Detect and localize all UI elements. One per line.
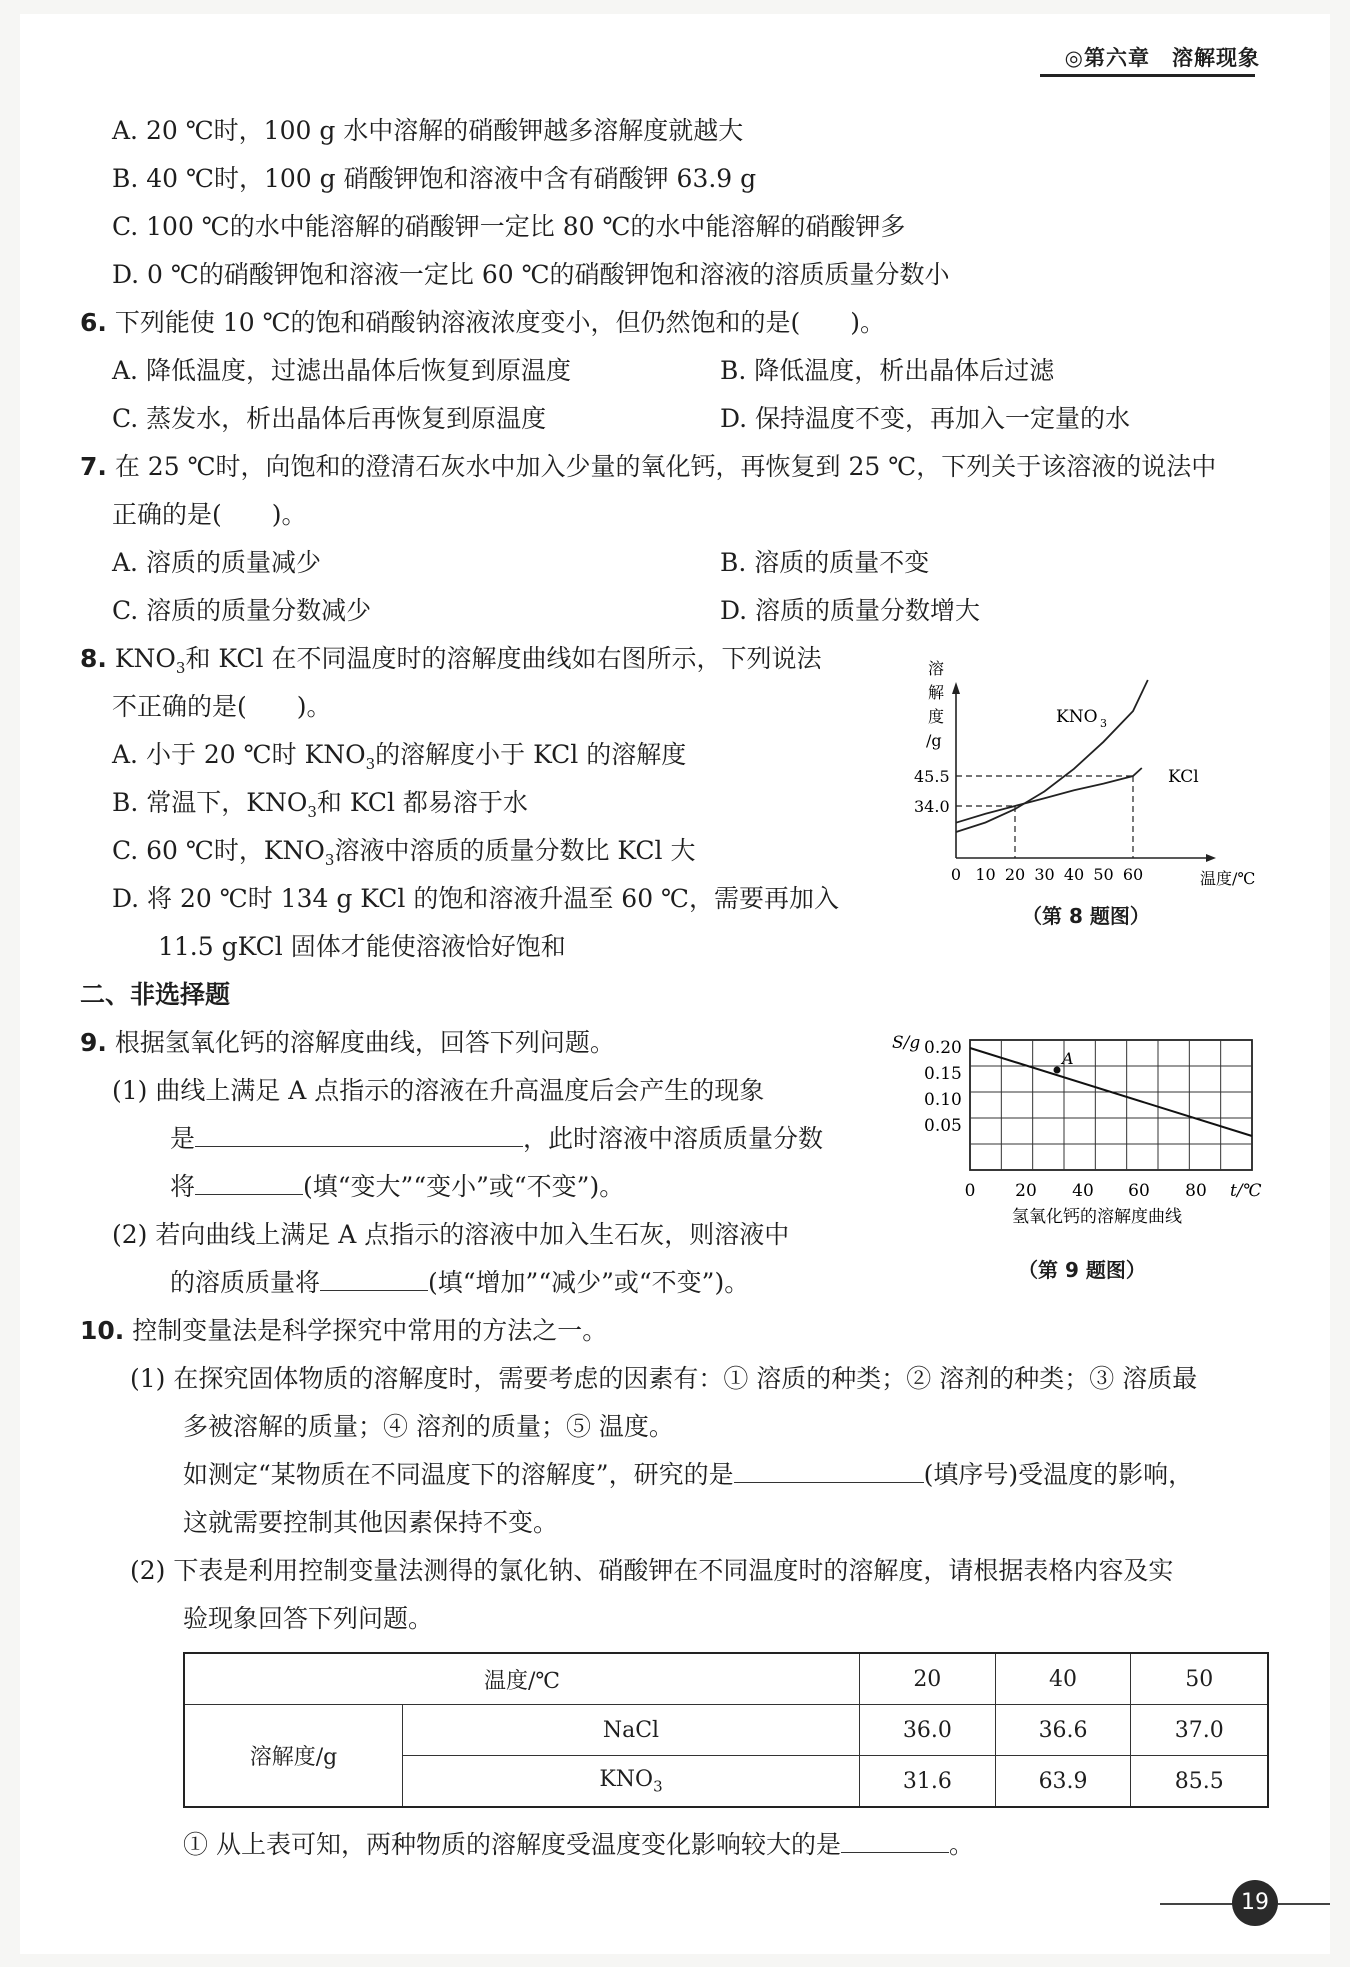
fig8-y-label: /g: [926, 731, 942, 750]
q10-part2-line1: (2) 下表是利用控制变量法测得的氯化钠、硝酸钾在不同温度时的溶解度，请根据表格内容及实: [130, 1556, 1174, 1585]
q8-option-b: [112, 786, 528, 829]
fig8-y-tick: 45.5: [914, 767, 950, 786]
q9-number: 9.: [80, 1028, 107, 1057]
temp-cell: 50: [1131, 1653, 1268, 1705]
q8-option-a-sub: 3: [365, 755, 376, 773]
fig9-labels: [892, 1033, 1262, 1227]
q6-option-b: B. 降低温度，析出晶体后过滤: [720, 356, 1055, 385]
kno3-value: 85.5: [1131, 1756, 1268, 1808]
fig8-x-tick: 60: [1122, 865, 1144, 884]
kno3-label-text: KNO: [599, 1766, 654, 1792]
temp-cell: 40: [995, 1653, 1131, 1705]
q10-part1-line1: (1) 在探究固体物质的溶解度时，需要考虑的因素有：① 溶质的种类；② 溶剂的种类；③ 溶质最: [130, 1364, 1198, 1393]
q7-option-c: C. 溶质的质量分数减少: [112, 596, 372, 625]
q8-option-a-2: 的溶解度小于 KCl 的溶解度: [375, 740, 687, 769]
q8-option-c-2: 溶液中溶质的质量分数比 KCl 大: [334, 836, 696, 865]
nacl-value: 37.0: [1131, 1705, 1268, 1756]
q10-part1-line4: 这就需要控制其他因素保持不变。: [183, 1508, 559, 1537]
q8-kno3-sub: 3: [175, 659, 186, 677]
q7-option-d: D. 溶质的质量分数增大: [720, 596, 981, 625]
q10-sub1: [183, 1828, 974, 1862]
fig9-x-tick: 20: [1015, 1181, 1037, 1201]
page-number-rule-right: [1278, 1903, 1330, 1905]
fig8-x-label: 温度/℃: [1200, 869, 1256, 888]
page-number: 19: [1232, 1880, 1278, 1926]
fig8-y-arrow: [952, 682, 960, 694]
q7-text-2: 正确的是( )。: [112, 500, 307, 529]
q9-part2-line2-a: 的溶质质量将: [170, 1268, 321, 1297]
q7-option-a: A. 溶质的质量减少: [112, 548, 321, 577]
table-row: [184, 1705, 1268, 1756]
nacl-value: 36.6: [995, 1705, 1131, 1756]
q8-option-b-sub: 3: [307, 803, 317, 821]
fig8-x-tick: 30: [1034, 865, 1055, 884]
fig8-x-tick: 40: [1063, 865, 1085, 884]
kno3-curve: [956, 680, 1148, 832]
q8-option-c-1: C. 60 ℃时，KNO: [112, 836, 325, 865]
fig9-frame: [970, 1040, 1252, 1170]
fig8-labels: [914, 659, 1255, 888]
kno3-label-sub: 3: [653, 1777, 663, 1796]
fig9-x-tick: 60: [1128, 1181, 1150, 1201]
temp-cell: 20: [859, 1653, 995, 1705]
fig8-y-label: 解: [928, 683, 945, 702]
q9-part1-line3-b: (填“变大”“变小”或“不变”)。: [303, 1172, 625, 1201]
kno3-label: [403, 1756, 860, 1808]
fig8-x-tick: 0: [950, 865, 962, 884]
kcl-curve-label: KCl: [1168, 767, 1199, 787]
answer-blank[interactable]: [195, 1170, 303, 1195]
q9-part1-line1: (1) 曲线上满足 A 点指示的溶液在升高温度后会产生的现象: [112, 1076, 765, 1105]
solubility-table: [183, 1652, 1269, 1808]
q10-stem: [80, 1314, 607, 1348]
fig9-x-tick: 40: [1072, 1181, 1094, 1201]
q8-option-d-1: D. 将 20 ℃时 134 g KCl 的饱和溶液升温至 60 ℃，需要再加入: [112, 884, 840, 913]
nacl-value: 36.0: [859, 1705, 995, 1756]
section-title: 二、非选择题: [80, 980, 231, 1009]
q7-number: 7.: [80, 452, 107, 481]
page-number-rule-left: [1160, 1903, 1232, 1905]
header-rule: [1040, 74, 1255, 77]
kno3-curve-label: KNO: [1056, 707, 1098, 727]
fig9-y-tick: 0.20: [924, 1038, 962, 1058]
q6-option-c: C. 蒸发水，析出晶体后再恢复到原温度: [112, 404, 547, 433]
fig8-curves: [956, 680, 1148, 832]
q8-option-c-sub: 3: [324, 851, 335, 869]
kno3-curve-label-sub: 3: [1100, 717, 1107, 730]
point-a-marker: [1054, 1067, 1061, 1074]
q8-text-2: 不正确的是( )。: [112, 692, 332, 721]
q10-part1-line3-b: (填序号)受温度的影响，: [923, 1460, 1194, 1489]
kno3-value: 63.9: [995, 1756, 1131, 1808]
chapter-header: ◎第六章 溶解现象: [1064, 46, 1260, 70]
fig9-x-tick: 0: [964, 1181, 976, 1201]
q10-part2-line2: 验现象回答下列问题。: [183, 1604, 434, 1633]
fig9-x-tick: 80: [1185, 1181, 1207, 1201]
answer-blank[interactable]: [320, 1266, 428, 1291]
calcium-hydroxide-solubility-chart: [880, 1028, 1280, 1238]
q9-part1-line2-a: 是: [170, 1124, 196, 1153]
fig9-grid: [970, 1040, 1252, 1170]
q8-number: 8.: [80, 644, 107, 673]
q8-stem: [80, 642, 822, 685]
q6-number: 6.: [80, 308, 107, 337]
answer-blank[interactable]: [195, 1122, 523, 1147]
fig8-x-tick: 10: [975, 865, 996, 884]
q6-option-a: A. 降低温度，过滤出晶体后恢复到原温度: [112, 356, 571, 385]
q7-stem: [80, 450, 1216, 484]
q6-option-d: D. 保持温度不变，再加入一定量的水: [720, 404, 1131, 433]
q6-text: 下列能使 10 ℃的饱和硝酸钠溶液浓度变小，但仍然饱和的是( )。: [114, 308, 886, 337]
header-solubility: 溶解度/g: [184, 1705, 403, 1808]
q9-part1-line3-a: 将: [170, 1172, 196, 1201]
fig8-x-arrow: [1206, 854, 1216, 862]
fig8-x-tick: 50: [1093, 865, 1114, 884]
kno3-value: 31.6: [859, 1756, 995, 1808]
fig8-y-label: 度: [928, 707, 945, 726]
q9-part2-line2-b: (填“增加”“减少”或“不变”)。: [428, 1268, 750, 1297]
fig8-y-label: 溶: [928, 659, 945, 678]
q7-option-b: B. 溶质的质量不变: [720, 548, 930, 577]
fig8-y-tick: 34.0: [914, 797, 950, 816]
fig9-y-tick: 0.15: [924, 1064, 962, 1084]
q10-sub1-a: ① 从上表可知，两种物质的溶解度受温度变化影响较大的是: [183, 1830, 841, 1859]
table-row: [184, 1653, 1268, 1705]
q8-option-a-1: A. 小于 20 ℃时 KNO: [112, 740, 366, 769]
kno3-kcl-solubility-chart: [900, 650, 1280, 890]
q9-part1-line3: [170, 1170, 624, 1204]
nacl-label: NaCl: [403, 1705, 860, 1756]
q7-text-1: 在 25 ℃时，向饱和的澄清石灰水中加入少量的氧化钙，再恢复到 25 ℃，下列关于该溶液的说法中: [114, 452, 1217, 481]
q5-option-b: B. 40 ℃时，100 g 硝酸钾饱和溶液中含有硝酸钾 63.9 g: [112, 164, 757, 193]
q8-option-a: [112, 738, 686, 781]
q6-stem: [80, 306, 885, 340]
fig9-caption: （第 9 题图）: [1018, 1258, 1146, 1282]
q10-part1-line3-a: 如测定“某物质在不同温度下的溶解度”，研究的是: [183, 1460, 734, 1489]
fig8-x-tick: 20: [1004, 865, 1026, 884]
answer-blank[interactable]: [841, 1828, 949, 1853]
q9-part2-line2: [170, 1266, 749, 1300]
q5-option-c: C. 100 ℃的水中能溶解的硝酸钾一定比 80 ℃的水中能溶解的硝酸钾多: [112, 212, 906, 241]
answer-blank[interactable]: [734, 1458, 924, 1483]
q8-text-1: 和 KCl 在不同温度时的溶解度曲线如右图所示，下列说法: [185, 644, 822, 673]
q10-part1-line2: 多被溶解的质量；④ 溶剂的质量；⑤ 温度。: [183, 1412, 674, 1441]
q10-part1-line3: [183, 1458, 1193, 1492]
point-a-label: A: [1062, 1049, 1074, 1068]
q5-option-a: A. 20 ℃时，100 g 水中溶解的硝酸钾越多溶解度就越大: [112, 116, 744, 145]
fig9-x-unit: t/℃: [1230, 1181, 1262, 1201]
q8-option-b-2: 和 KCl 都易溶于水: [316, 788, 528, 817]
fig9-y-tick: 0.05: [924, 1116, 962, 1136]
q8-option-d-2: 11.5 gKCl 固体才能使溶液恰好饱和: [158, 932, 566, 961]
q9-part2-line1: (2) 若向曲线上满足 A 点指示的溶液中加入生石灰，则溶液中: [112, 1220, 790, 1249]
fig8-caption: （第 8 题图）: [1022, 904, 1150, 928]
q10-text: 控制变量法是科学探究中常用的方法之一。: [132, 1316, 608, 1345]
q8-option-c: [112, 834, 695, 877]
header-temp: 温度/℃: [184, 1653, 859, 1705]
fig9-y-tick: 0.10: [924, 1090, 962, 1110]
q5-option-d: D. 0 ℃的硝酸钾饱和溶液一定比 60 ℃的硝酸钾饱和溶液的溶质质量分数小: [112, 260, 950, 289]
q8-option-b-1: B. 常温下，KNO: [112, 788, 308, 817]
q10-number: 10.: [80, 1316, 125, 1345]
fig9-subtitle: 氢氧化钙的溶解度曲线: [1012, 1207, 1182, 1227]
q9-part1-line2: [170, 1122, 823, 1156]
q9-part1-line2-b: ，此时溶液中溶质质量分数: [523, 1124, 824, 1153]
q9-stem: [80, 1026, 615, 1060]
q10-sub1-b: 。: [948, 1830, 974, 1859]
q9-text: 根据氢氧化钙的溶解度曲线，回答下列问题。: [114, 1028, 615, 1057]
fig9-y-label: S/g: [892, 1033, 921, 1053]
q8-kno3: KNO: [114, 644, 176, 673]
